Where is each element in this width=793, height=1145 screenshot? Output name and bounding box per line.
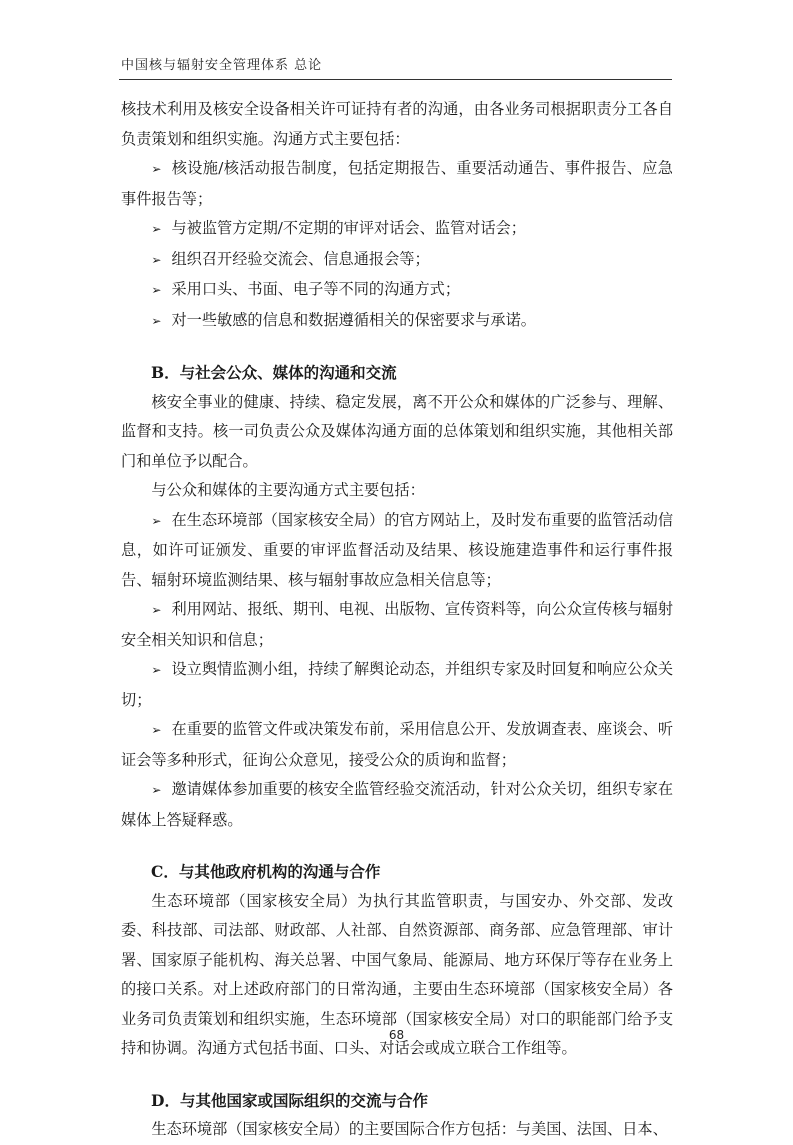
arrow-bullet-icon: ➢ bbox=[151, 513, 162, 528]
header-rule bbox=[119, 79, 672, 80]
section-heading-d: D．与其他国家或国际组织的交流与合作 bbox=[151, 1090, 428, 1110]
section-c-paragraph-1: 生态环境部（国家核安全局）为执行其监管职责，与国安办、外交部、发改委、科技部、司法部、财政部、人社部、自然资源部、商务部、应急管理部、审计署、国家原子能机构、海关总署、中国气象局、能源局、地方环保厅等存在业务上的接口关系。对上述政府部门的日常沟通，主要由生态环境部（国家核安全局）各业务司负责策划和组织实施，生态环境部（国家核安全局）对口的职能部门给予支持和协调。沟通方式包括书面、口头、对话会或成立联合工作组等。 bbox=[121, 891, 673, 1057]
arrow-bullet-icon: ➢ bbox=[151, 252, 162, 267]
section-heading-c: C．与其他政府机构的沟通与合作 bbox=[151, 862, 381, 881]
running-header: 中国核与辐射安全管理体系 总论 bbox=[121, 58, 323, 73]
list-item: ➢ 邀请媒体参加重要的核安全监管经验交流活动，针对公众关切，组织专家在媒体上答疑释惑。 bbox=[121, 780, 673, 829]
arrow-bullet-icon: ➢ bbox=[151, 313, 162, 328]
list-item: ➢ 利用网站、报纸、期刊、电视、出版物、宣传资料等，向公众宣传核与辐射安全相关知识和信息； bbox=[121, 600, 673, 649]
list-item: ➢ 对一些敏感的信息和数据遵循相关的保密要求与承诺。 bbox=[151, 310, 536, 329]
section-b-paragraph-2: 与公众和媒体的主要沟通方式主要包括： bbox=[151, 481, 425, 499]
section-b-paragraph-1: 核安全事业的健康、持续、稳定发展，离不开公众和媒体的广泛参与、理解、监督和支持。核一司负责公众及媒体沟通方面的总体策划和组织实施，其他相关部门和单位予以配合。 bbox=[121, 392, 673, 470]
list-item: ➢ 组织召开经验交流会、信息通报会等； bbox=[151, 249, 430, 268]
list-item: ➢ 与被监管方定期/不定期的审评对话会、监管对话会； bbox=[151, 219, 526, 237]
arrow-bullet-icon: ➢ bbox=[151, 663, 162, 677]
page-content bbox=[121, 95, 673, 1145]
arrow-bullet-icon: ➢ bbox=[151, 222, 162, 236]
arrow-bullet-icon: ➢ bbox=[151, 603, 162, 617]
list-item: ➢ 在生态环境部（国家核安全局）的官方网站上，及时发布重要的监管活动信息，如许可证颁发、重要的审评监督活动及结果、核设施建造事件和运行事件报告、辐射环境监测结果、核与辐射事故应急相关信息等； bbox=[121, 510, 673, 589]
section-heading-b: B．与社会公众、媒体的沟通和交流 bbox=[151, 363, 397, 382]
section-d-paragraph-1: 生态环境部（国家核安全局）的主要国际合作方包括：与美国、法国、日本、 bbox=[151, 1120, 668, 1138]
page-number: 68 bbox=[388, 1028, 405, 1042]
list-item: ➢ 设立舆情监测小组，持续了解舆论动态，并组织专家及时回复和响应公众关切； bbox=[121, 660, 673, 709]
arrow-bullet-icon: ➢ bbox=[151, 723, 162, 737]
arrow-bullet-icon: ➢ bbox=[151, 283, 162, 297]
list-item: ➢ 在重要的监管文件或决策发布前，采用信息公开、发放调查表、座谈会、听证会等多种形式，征询公众意见，接受公众的质询和监督； bbox=[121, 720, 673, 769]
list-item: ➢ 核设施/核活动报告制度，包括定期报告、重要活动通告、事件报告、应急事件报告等； bbox=[121, 159, 673, 208]
arrow-bullet-icon: ➢ bbox=[151, 162, 162, 176]
list-item: ➢ 采用口头、书面、电子等不同的沟通方式； bbox=[151, 280, 461, 298]
intro-paragraph: 核技术利用及核安全设备相关许可证持有者的沟通，由各业务司根据职责分工各自负责策划和组织实施。沟通方式主要包括： bbox=[121, 100, 673, 148]
arrow-bullet-icon: ➢ bbox=[151, 783, 162, 797]
